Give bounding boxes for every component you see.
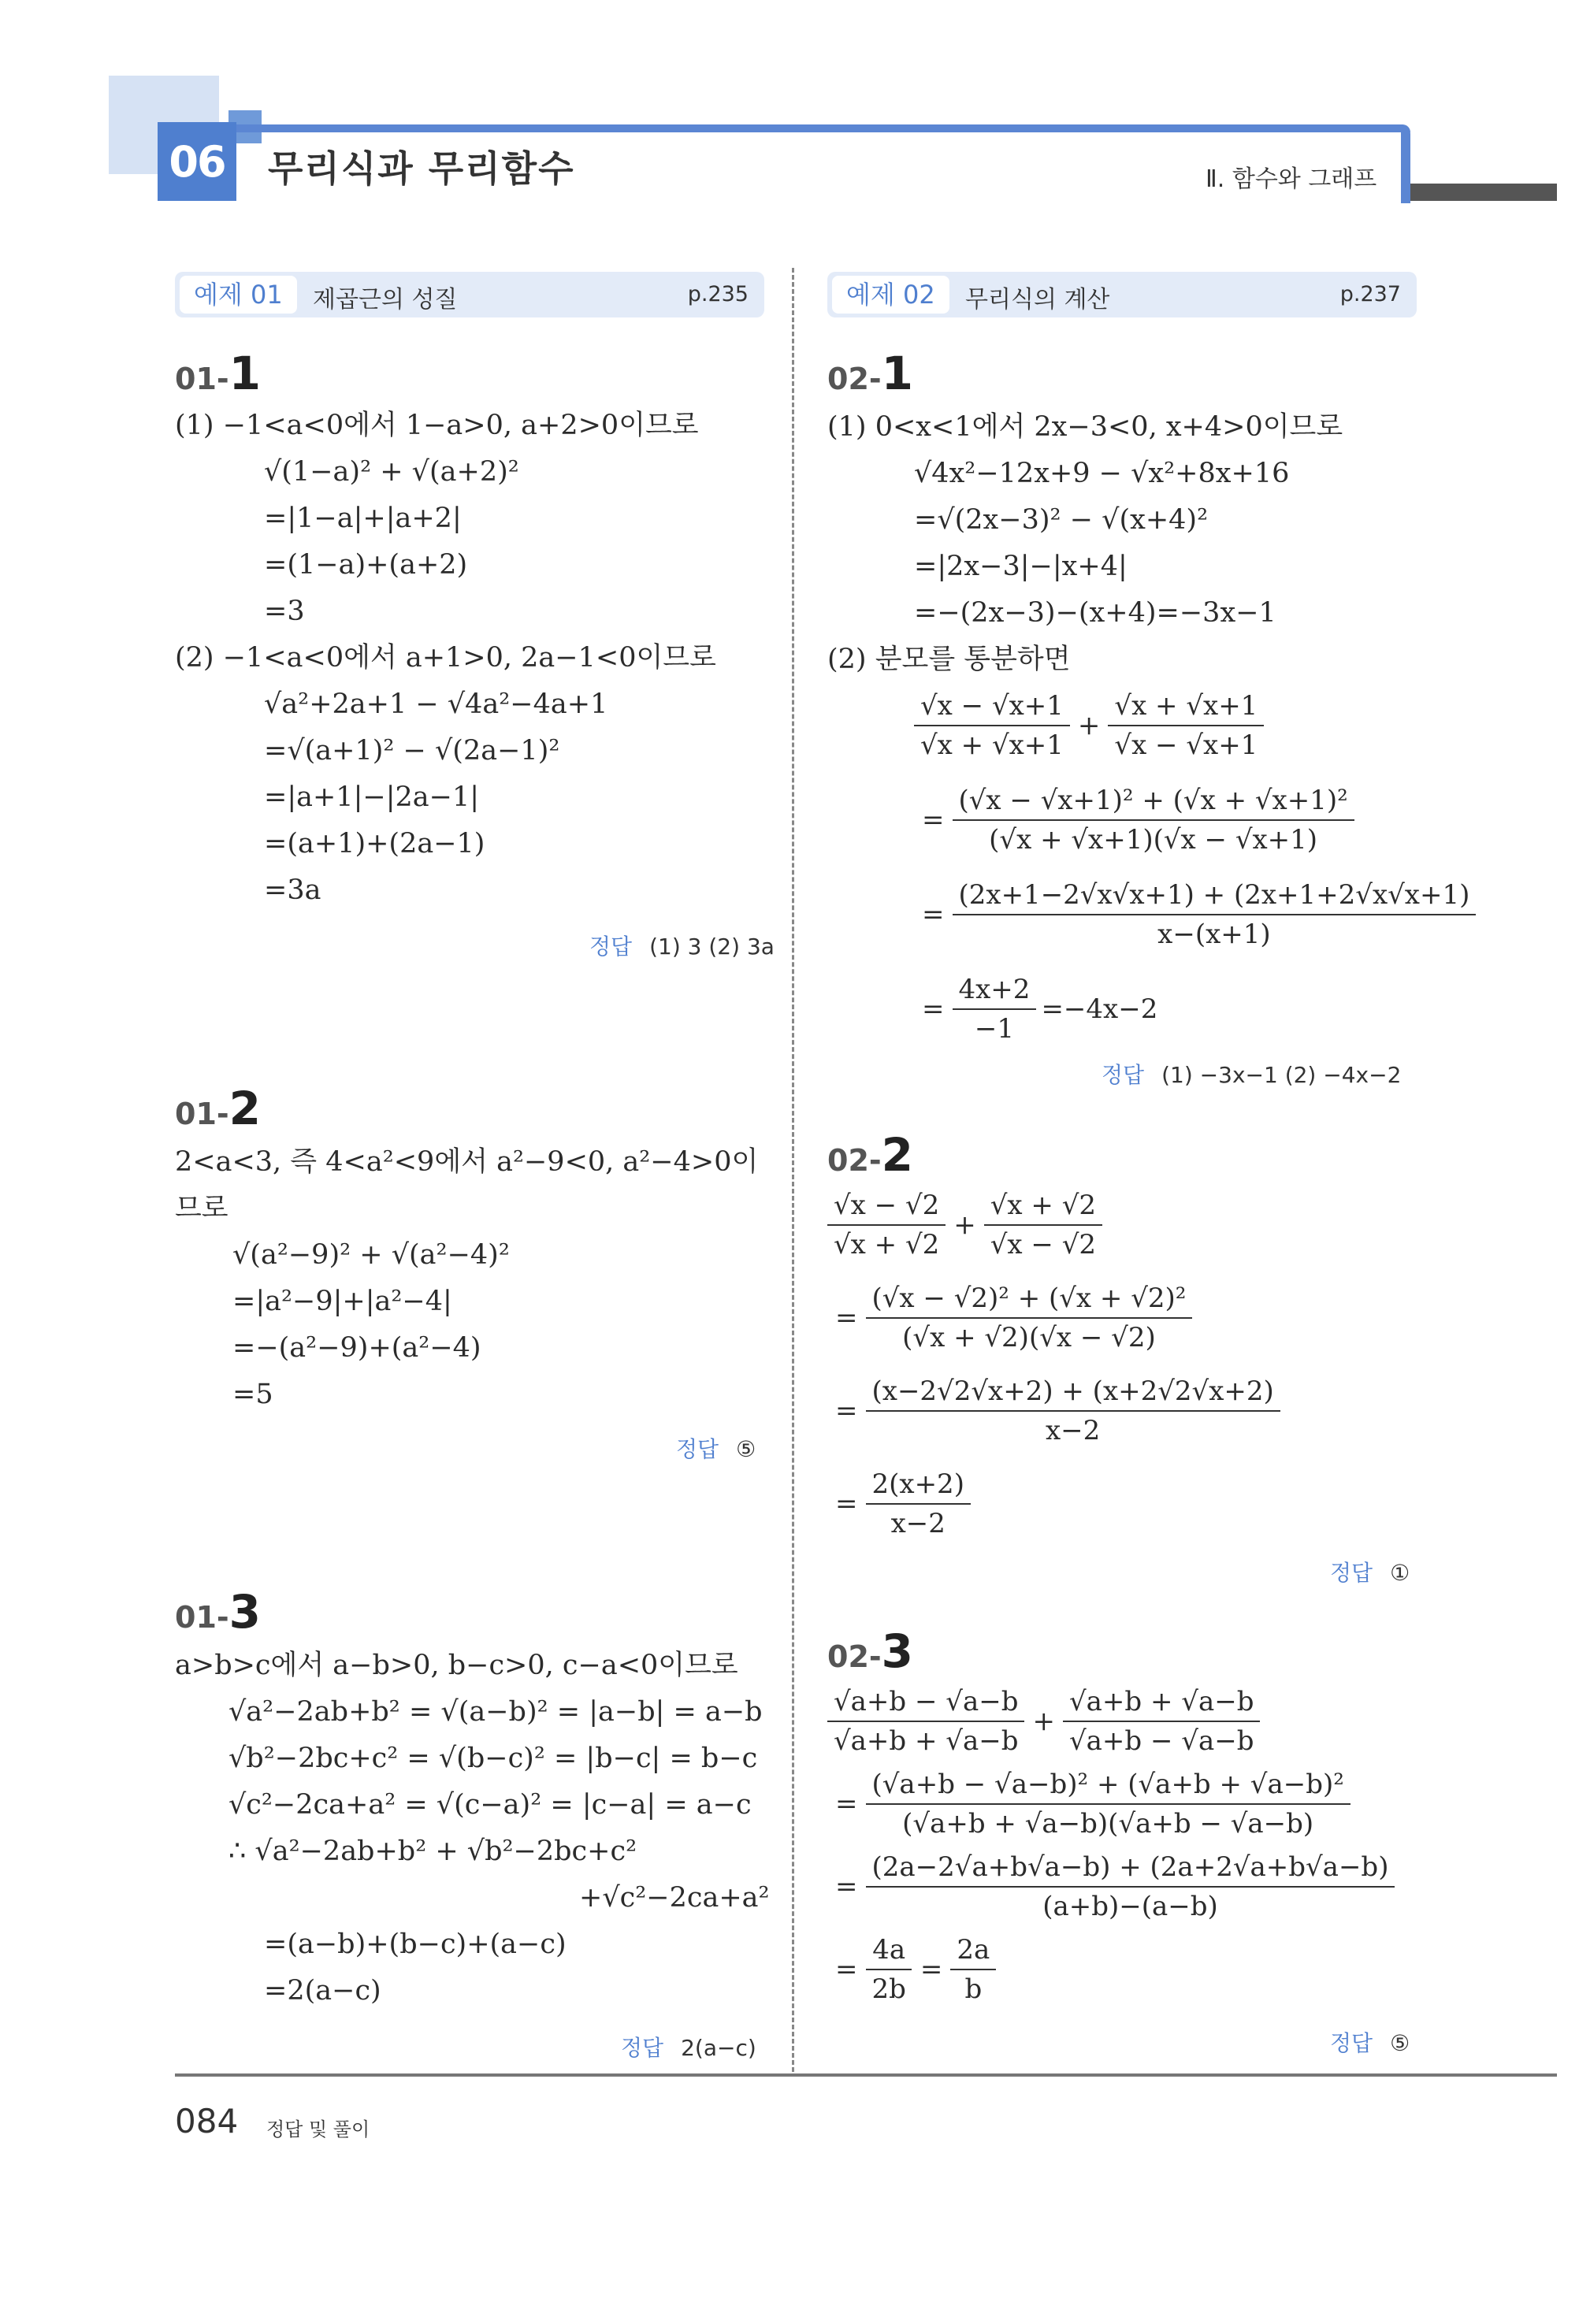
fraction: $\frac{√x + √x+1}{√x - √x+1}$ <box>1108 690 1264 761</box>
fraction-row: = $\frac{\text{(√x − √2)² + (√x + √2)²}}{(√x + √2)(√x - √2)}$ <box>827 1283 1192 1353</box>
solution-line: √4x²−12x+9 − √x²+8x+16 <box>914 458 1290 489</box>
answer-02-1: 정답 (1) −3x−1 (2) −4x−2 <box>1102 1062 1402 1088</box>
solution-line: (1) −1<a<0에서 1−a>0, a+2>0이므로 <box>175 410 699 441</box>
fraction: $\frac{\text{(√a+b − √a−b)² + (√a+b + √a−b)²}}{(√a+b + √a-b)(√a+b - √a-b)}$ <box>866 1769 1351 1840</box>
fraction: $\frac{\text{(√x − √2)² + (√x + √2)²}}{(√x + √2)(√x - √2)}$ <box>866 1283 1193 1353</box>
fraction-row: $\frac{√a+b - √a-b}{√a+b + √a-b}$ + $\frac{√a+b + √a-b}{√a+b - √a-b}$ <box>827 1686 1260 1757</box>
solution-line: √c²−2ca+a² = √(c−a)² = |c−a| = a−c <box>228 1789 752 1821</box>
example-02-page: p.237 <box>1339 282 1401 306</box>
solution-line: =−(2x−3)−(x+4)=−3x−1 <box>914 597 1276 629</box>
problem-label-02-2: 02-2 <box>827 1128 914 1182</box>
solution-line: ∴ √a²−2ab+b² + √b²−2bc+c² <box>228 1836 637 1867</box>
solution-line: √a²−2ab+b² = √(a−b)² = |a−b| = a−b <box>228 1696 763 1728</box>
solution-line: √a²+2a+1 − √4a²−4a+1 <box>264 689 608 720</box>
solution-line: (1) 0<x<1에서 2x−3<0, x+4>0이므로 <box>827 411 1343 443</box>
solution-line: 므로 <box>175 1193 228 1224</box>
solution-line: =|2x−3|−|x+4| <box>914 551 1128 582</box>
column-divider <box>792 268 794 2072</box>
problem-label-01-3: 01-3 <box>175 1585 262 1639</box>
solution-line: =5 <box>232 1379 273 1410</box>
example-02-title: 무리식의 계산 <box>965 286 1110 314</box>
fraction: $\frac{2(x+2)}{x-2}$ <box>866 1468 971 1539</box>
fraction: $\frac{√x - √2}{√x + √2}$ <box>827 1190 946 1260</box>
fraction-row: = $\frac{(x-2√2√x+2) + (x+2√2√x+2)}{x-2}$ <box>827 1375 1280 1446</box>
solution-line: =|a+1|−|2a−1| <box>264 781 480 813</box>
solution-line: +√c²−2ca+a² <box>579 1882 770 1914</box>
problem-label-02-3: 02-3 <box>827 1624 914 1678</box>
example-01-title: 제곱근의 성질 <box>313 286 458 314</box>
solution-line: =(a+1)+(2a−1) <box>264 828 485 859</box>
header-gray-bar <box>1410 184 1557 201</box>
solution-line: √(a²−9)² + √(a²−4)² <box>232 1239 510 1271</box>
fraction-row: = $\frac{\text{(√a+b − √a−b)² + (√a+b + √a−b)²}}{(√a+b + √a-b)(√a+b - √a-b)}$ <box>827 1769 1351 1840</box>
solution-line: =3a <box>264 874 321 906</box>
solution-line: =(1−a)+(a+2) <box>264 549 468 581</box>
fraction: $\frac{\text{(√x − √x+1)² + (√x + √x+1)²}}{(√x + √x+1)(√x - √x+1)}$ <box>953 785 1354 856</box>
fraction-row: = $\frac{(2x+1-2√x√x+1) + (2x+1+2√x√x+1)}{x-(x+1)}$ <box>914 879 1476 950</box>
fraction: $\frac{4x+2}{-1}$ <box>953 974 1037 1045</box>
solution-line: a>b>c에서 a−b>0, b−c>0, c−a<0이므로 <box>175 1650 738 1681</box>
solution-line: =2(a−c) <box>264 1975 381 2007</box>
solution-line: (2) −1<a<0에서 a+1>0, 2a−1<0이므로 <box>175 642 716 674</box>
footer-rule <box>175 2073 1557 2077</box>
solution-line: =−(a²−9)+(a²−4) <box>232 1332 481 1364</box>
fraction-row: = $\frac{4x+2}{-1}$ =−4x−2 <box>922 974 1158 1045</box>
header-rule <box>236 124 1410 132</box>
fraction: $\frac{(2x+1-2√x√x+1) + (2x+1+2√x√x+1)}{x-(x+1)}$ <box>953 879 1477 950</box>
answer-02-2: 정답 ① <box>1330 1560 1410 1586</box>
fraction: $\frac{(x-2√2√x+2) + (x+2√2√x+2)}{x-2}$ <box>866 1375 1280 1446</box>
example-01-page: p.235 <box>687 282 749 306</box>
page-label: 정답 및 풀이 <box>266 2118 370 2140</box>
fraction-row: = $\frac{\text{(√x − √x+1)² + (√x + √x+1)²}}{(√x + √x+1)(√x - √x+1)}$ <box>914 785 1354 856</box>
fraction: $\frac{√a+b + √a-b}{√a+b - √a-b}$ <box>1063 1686 1260 1757</box>
fraction: $\frac{4a}{2b}$ <box>866 1934 912 2005</box>
answer-01-3: 정답 2(a−c) <box>621 2035 756 2061</box>
solution-line: =√(a+1)² − √(2a−1)² <box>264 735 560 767</box>
answer-02-3: 정답 ⑤ <box>1330 2030 1410 2056</box>
chapter-number: 06 <box>158 122 236 201</box>
chapter-title: 무리식과 무리함수 <box>268 147 575 190</box>
answer-01-2: 정답 ⑤ <box>676 1436 756 1462</box>
solution-line: (2) 분모를 통분하면 <box>827 644 1071 675</box>
fraction: $\frac{√x + √2}{√x - √2}$ <box>984 1190 1102 1260</box>
example-02-tag: 예제 02 <box>832 276 949 314</box>
example-01-bar <box>175 272 764 317</box>
unit-label: Ⅱ. 함수와 그래프 <box>1206 165 1377 193</box>
solution-line: √(1−a)² + √(a+2)² <box>264 456 519 488</box>
page-number: 084 <box>175 2102 239 2140</box>
fraction: $\frac{√x - √x+1}{√x + √x+1}$ <box>914 690 1070 761</box>
fraction-row: = $\frac{2(x+2)}{x-2}$ <box>827 1468 971 1539</box>
fraction: $\frac{2a}{b}$ <box>950 1934 996 2005</box>
solution-line: √b²−2bc+c² = √(b−c)² = |b−c| = b−c <box>228 1743 758 1774</box>
problem-label-01-1: 01-1 <box>175 347 262 400</box>
header-rule-corner <box>1401 124 1410 203</box>
fraction: $\frac{(2a-2√a+b√a-b) + (2a+2√a+b√a-b)}{(a+b)-(a-b)}$ <box>866 1851 1395 1922</box>
example-01-tag: 예제 01 <box>180 276 297 314</box>
solution-line: =(a−b)+(b−c)+(a−c) <box>264 1929 567 1960</box>
fraction-row: = $\frac{4a}{2b}$ = $\frac{2a}{b}$ <box>827 1934 996 2005</box>
fraction-row: $\frac{√x - √x+1}{√x + √x+1}$ + $\frac{√x + √x+1}{√x - √x+1}$ <box>914 690 1264 761</box>
solution-line: 2<a<3, 즉 4<a²<9에서 a²−9<0, a²−4>0이 <box>175 1146 759 1178</box>
problem-label-02-1: 02-1 <box>827 347 914 400</box>
fraction: $\frac{√a+b - √a-b}{√a+b + √a-b}$ <box>827 1686 1024 1757</box>
problem-label-01-2: 01-2 <box>175 1082 262 1135</box>
solution-line: =|a²−9|+|a²−4| <box>232 1286 452 1317</box>
solution-line: =|1−a|+|a+2| <box>264 503 462 534</box>
fraction-row: $\frac{√x - √2}{√x + √2}$ + $\frac{√x + √2}{√x - √2}$ <box>827 1190 1102 1260</box>
answer-01-1: 정답 (1) 3 (2) 3a <box>589 934 775 960</box>
solution-line: =3 <box>264 596 305 627</box>
example-02-bar <box>827 272 1417 317</box>
fraction-row: = $\frac{(2a-2√a+b√a-b) + (2a+2√a+b√a-b)}{(a+b)-(a-b)}$ <box>827 1851 1395 1922</box>
solution-line: =√(2x−3)² − √(x+4)² <box>914 504 1209 536</box>
